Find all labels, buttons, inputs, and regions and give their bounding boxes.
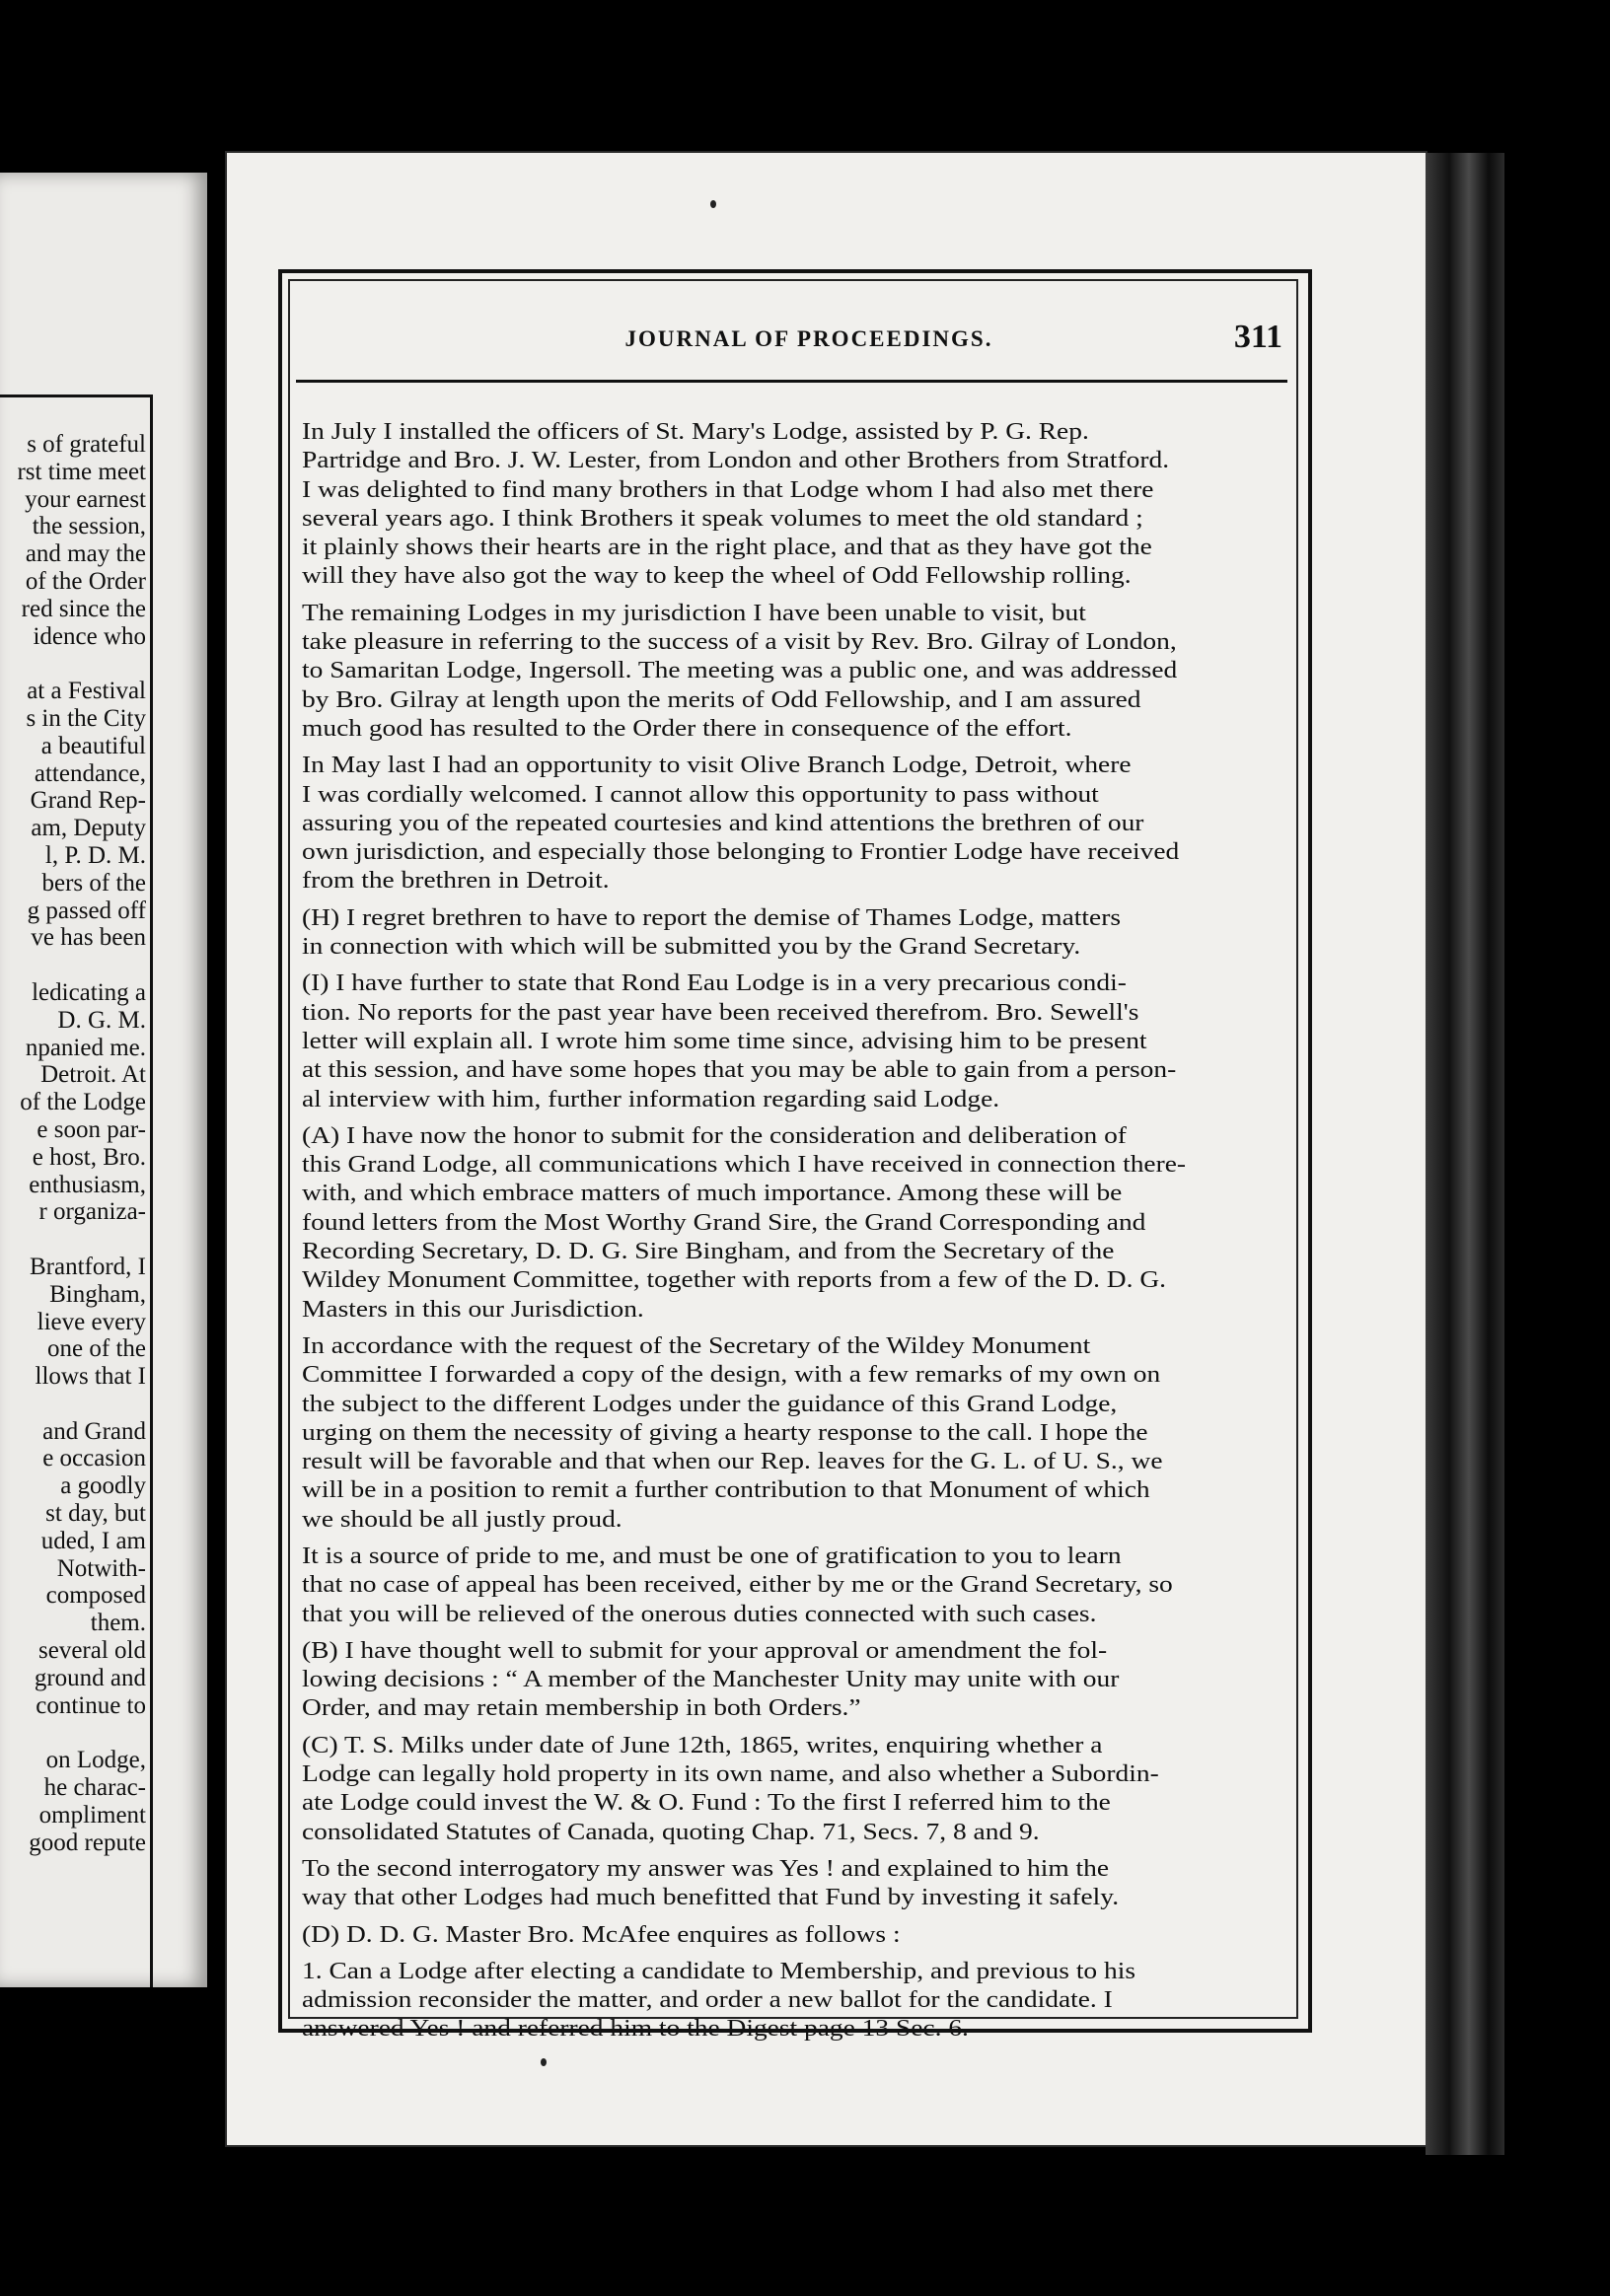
text-line: (I) I have further to state that Rond Eau Lodge is in a very precarious condi-: [302, 969, 1127, 997]
left-page-line: of the Order: [25, 567, 146, 595]
left-page-line: ompliment: [38, 1801, 146, 1829]
text-line: al interview with him, further information regarding said Lodge.: [302, 1085, 1000, 1112]
left-page-line: the session,: [32, 513, 146, 540]
left-page-text: [0, 431, 146, 1856]
text-line: answered Yes ! and referred him to the Digest page 13 Sec. 6.: [302, 2015, 969, 2043]
left-page-line: good repute: [29, 1829, 146, 1856]
left-page-line: them.: [90, 1610, 146, 1637]
header-rule: [296, 380, 1287, 383]
paragraph-gap: [302, 591, 1290, 599]
text-line: at this session, and have some hopes that you may be able to gain from a person-: [302, 1056, 1177, 1084]
text-line: with, and which embrace matters of much importance. Among these will be: [302, 1180, 1123, 1207]
text-line: Partridge and Bro. J. W. Lester, from London and other Brothers from Stratford.: [302, 447, 1170, 474]
left-page-line: [0, 1226, 146, 1254]
text-line: result will be favorable and that when our Rep. leaves for the G. L. of U. S., we: [302, 1448, 1163, 1475]
text-line: from the brethren in Detroit.: [302, 867, 610, 895]
left-page-line: on Lodge,: [45, 1747, 146, 1774]
text-line: consolidated Statutes of Canada, quoting Chap. 71, Secs. 7, 8 and 9.: [302, 1818, 1040, 1845]
running-head: [326, 319, 1292, 358]
text-line: assuring you of the repeated courtesies and kind attentions the brethren of our: [302, 809, 1144, 836]
paragraph-gap: [302, 1534, 1290, 1542]
left-page-line: one of the: [47, 1335, 146, 1363]
left-page-line: e host, Bro.: [32, 1143, 146, 1171]
book-spine: [1426, 153, 1504, 2155]
left-page-line: e soon par-: [37, 1115, 146, 1143]
text-line: to Samaritan Lodge, Ingersoll. The meeting was a public one, and was addressed: [302, 657, 1178, 684]
text-line: Committee I forwarded a copy of the design, with a few remarks of my own on: [302, 1361, 1161, 1389]
left-page-line: a beautiful: [40, 732, 146, 759]
paragraph-gap: [302, 1949, 1290, 1957]
left-page-line: D. G. M.: [57, 1006, 146, 1034]
left-page-line: llows that I: [35, 1363, 146, 1391]
text-line: I was cordially welcomed. I cannot allow this opportunity to pass without: [302, 780, 1099, 808]
text-line: admission reconsider the matter, and order a new ballot for the candidate. I: [302, 1986, 1113, 2014]
paragraph: [302, 599, 1290, 743]
paragraph: [302, 969, 1290, 1112]
text-line: will they have also got the way to keep the wheel of Odd Fellowship rolling.: [302, 562, 1132, 590]
text-line: urging on them the necessity of giving a hearty response to the call. I hope the: [302, 1418, 1148, 1446]
left-page-line: lieve every: [37, 1308, 146, 1335]
ink-speck: [541, 2058, 547, 2066]
text-line: (H) I regret brethren to have to report the demise of Thames Lodge, matters: [302, 903, 1122, 931]
left-page-line: Notwith-: [56, 1554, 146, 1582]
text-line: that no case of appeal has been received, either by me or the Grand Secretary, so: [302, 1571, 1173, 1599]
text-line: we should be all justly proud.: [302, 1505, 622, 1533]
text-line: own jurisdiction, and especially those belonging to Frontier Lodge have received: [302, 838, 1180, 866]
text-line: lowing decisions : “ A member of the Manchester Unity may unite with our: [302, 1666, 1120, 1693]
paragraph: [302, 1121, 1290, 1324]
text-line: (A) I have now the honor to submit for the consideration and deliberation of: [302, 1121, 1127, 1149]
paragraph: [302, 1636, 1290, 1723]
left-page-line: [0, 650, 146, 678]
left-page-line: and may the: [25, 540, 146, 568]
left-page-line: bers of the: [41, 869, 146, 897]
text-line: letter will explain all. I wrote him some time since, advising him to be present: [302, 1027, 1147, 1054]
paragraph-gap: [302, 1912, 1290, 1920]
text-line: (D) D. D. G. Master Bro. McAfee enquires as follows :: [302, 1920, 901, 1948]
text-line: The remaining Lodges in my jurisdiction I have been unable to visit, but: [302, 599, 1086, 626]
left-page-line: attendance,: [34, 759, 146, 787]
text-line: Wildey Monument Committee, together with reports from a few of the D. D. G.: [302, 1266, 1167, 1294]
page-number: 311: [1233, 319, 1282, 355]
left-page-line: your earnest: [25, 485, 146, 513]
left-page-line: Bingham,: [49, 1280, 146, 1308]
paragraph-gap: [302, 896, 1290, 903]
left-page-line: Detroit. At: [40, 1061, 146, 1089]
left-page-line: ve has been: [31, 924, 146, 952]
left-page-line: Grand Rep-: [30, 787, 146, 815]
left-page-line: several old: [38, 1637, 146, 1665]
text-line: 1. Can a Lodge after electing a candidate to Membership, and previous to his: [302, 1957, 1136, 1984]
text-line: much good has resulted to the Order there in consequence of the effort.: [302, 714, 1072, 742]
paragraph: [302, 1957, 1290, 2044]
text-line: In accordance with the request of the Secretary of the Wildey Monument: [302, 1331, 1091, 1359]
left-page-line: and Grand: [42, 1417, 146, 1445]
paragraph: [302, 903, 1290, 962]
paragraph: [302, 1542, 1290, 1628]
text-line: this Grand Lodge, all communications which I have received in connection there-: [302, 1151, 1187, 1179]
text-line: It is a source of pride to me, and must be one of gratification to you to learn: [302, 1542, 1122, 1569]
left-page-line: npanied me.: [25, 1034, 146, 1061]
left-page-line: uded, I am: [40, 1527, 146, 1554]
text-line: Lodge can legally hold property in its own name, and also whether a Subordin-: [302, 1760, 1159, 1788]
left-page-line: l, P. D. M.: [44, 841, 146, 869]
left-page-line: e occasion: [42, 1445, 146, 1472]
text-line: take pleasure in referring to the success of a visit by Rev. Bro. Gilray of London,: [302, 628, 1177, 656]
text-line: tion. No reports for the past year have been received therefrom. Bro. Sewell's: [302, 998, 1139, 1026]
left-page-line: rst time meet: [17, 458, 146, 485]
paragraph-gap: [302, 1723, 1290, 1731]
text-line: in connection with which will be submitted you by the Grand Secretary.: [302, 933, 1081, 961]
body-text: [302, 417, 1290, 2044]
ink-speck: [710, 200, 716, 208]
left-facing-page: [0, 173, 207, 1987]
text-line: In July I installed the officers of St. Mary's Lodge, assisted by P. G. Rep.: [302, 418, 1089, 445]
left-page-line: s of grateful: [27, 431, 146, 458]
text-line: In May last I had an opportunity to visit Olive Branch Lodge, Detroit, where: [302, 752, 1132, 779]
left-page-line: enthusiasm,: [29, 1171, 146, 1198]
text-line: way that other Lodges had much benefitted that Fund by investing it safely.: [302, 1884, 1120, 1911]
left-page-line: [0, 1391, 146, 1418]
text-line: To the second interrogatory my answer was Yes ! and explained to him the: [302, 1854, 1110, 1882]
left-page-line: [0, 1719, 146, 1747]
text-line: Masters in this our Jurisdiction.: [302, 1295, 644, 1323]
paragraph-gap: [302, 1628, 1290, 1636]
left-page-line: g passed off: [27, 897, 146, 924]
paragraph-gap: [302, 1846, 1290, 1854]
left-page-line: ground and: [34, 1664, 146, 1691]
text-line: that you will be relieved of the onerous duties connected with such cases.: [302, 1600, 1097, 1627]
text-line: I was delighted to find many brothers in that Lodge whom I had also met there: [302, 475, 1154, 503]
paragraph: [302, 417, 1290, 591]
text-line: Order, and may retain membership in both Orders.”: [302, 1694, 861, 1722]
left-page-line: st day, but: [45, 1500, 146, 1528]
paragraph: [302, 1731, 1290, 1846]
left-page-line: red since the: [21, 595, 146, 622]
text-line: several years ago. I think Brothers it speak volumes to meet the old standard ;: [302, 504, 1143, 532]
text-line: the subject to the different Lodges under the guidance of this Grand Lodge,: [302, 1390, 1118, 1417]
left-page-line: Brantford, I: [29, 1253, 146, 1280]
text-line: ate Lodge could invest the W. & O. Fund : To the first I referred him to the: [302, 1789, 1111, 1817]
text-line: found letters from the Most Worthy Grand Sire, the Grand Corresponding and: [302, 1208, 1146, 1236]
paragraph-gap: [302, 1113, 1290, 1121]
text-line: by Bro. Gilray at length upon the merits of Odd Fellowship, and I am assured: [302, 685, 1141, 713]
left-page-line: composed: [45, 1582, 146, 1610]
paragraph-gap: [302, 961, 1290, 969]
paragraph: [302, 1331, 1290, 1534]
left-page-line: [0, 952, 146, 979]
paragraph: [302, 1920, 1290, 1949]
left-page-line: am, Deputy: [31, 815, 146, 842]
paragraph-gap: [302, 1324, 1290, 1331]
left-page-line: s in the City: [26, 704, 146, 732]
left-page-line: ledicating a: [32, 978, 146, 1006]
paragraph: [302, 751, 1290, 895]
left-page-line: he charac-: [43, 1774, 146, 1802]
left-page-line: continue to: [36, 1691, 146, 1719]
left-page-line: of the Lodge: [20, 1089, 146, 1116]
paragraph: [302, 1854, 1290, 1912]
left-page-line: r organiza-: [38, 1198, 146, 1226]
text-line: (C) T. S. Milks under date of June 12th, 1865, writes, enquiring whether a: [302, 1731, 1103, 1758]
left-page-line: a goodly: [60, 1472, 146, 1500]
paragraph-gap: [302, 743, 1290, 751]
left-page-line: at a Festival: [27, 678, 146, 705]
book-page: [227, 153, 1426, 2145]
page-title: JOURNAL OF PROCEEDINGS.: [624, 326, 993, 351]
text-line: will be in a position to remit a further contribution to that Monument of which: [302, 1476, 1150, 1504]
text-line: it plainly shows their hearts are in the right place, and that as they have got the: [302, 534, 1152, 561]
text-line: Recording Secretary, D. D. G. Sire Bingham, and from the Secretary of the: [302, 1238, 1115, 1265]
text-line: (B) I have thought well to submit for your approval or amendment the fol-: [302, 1636, 1108, 1664]
left-page-line: idence who: [33, 622, 146, 650]
